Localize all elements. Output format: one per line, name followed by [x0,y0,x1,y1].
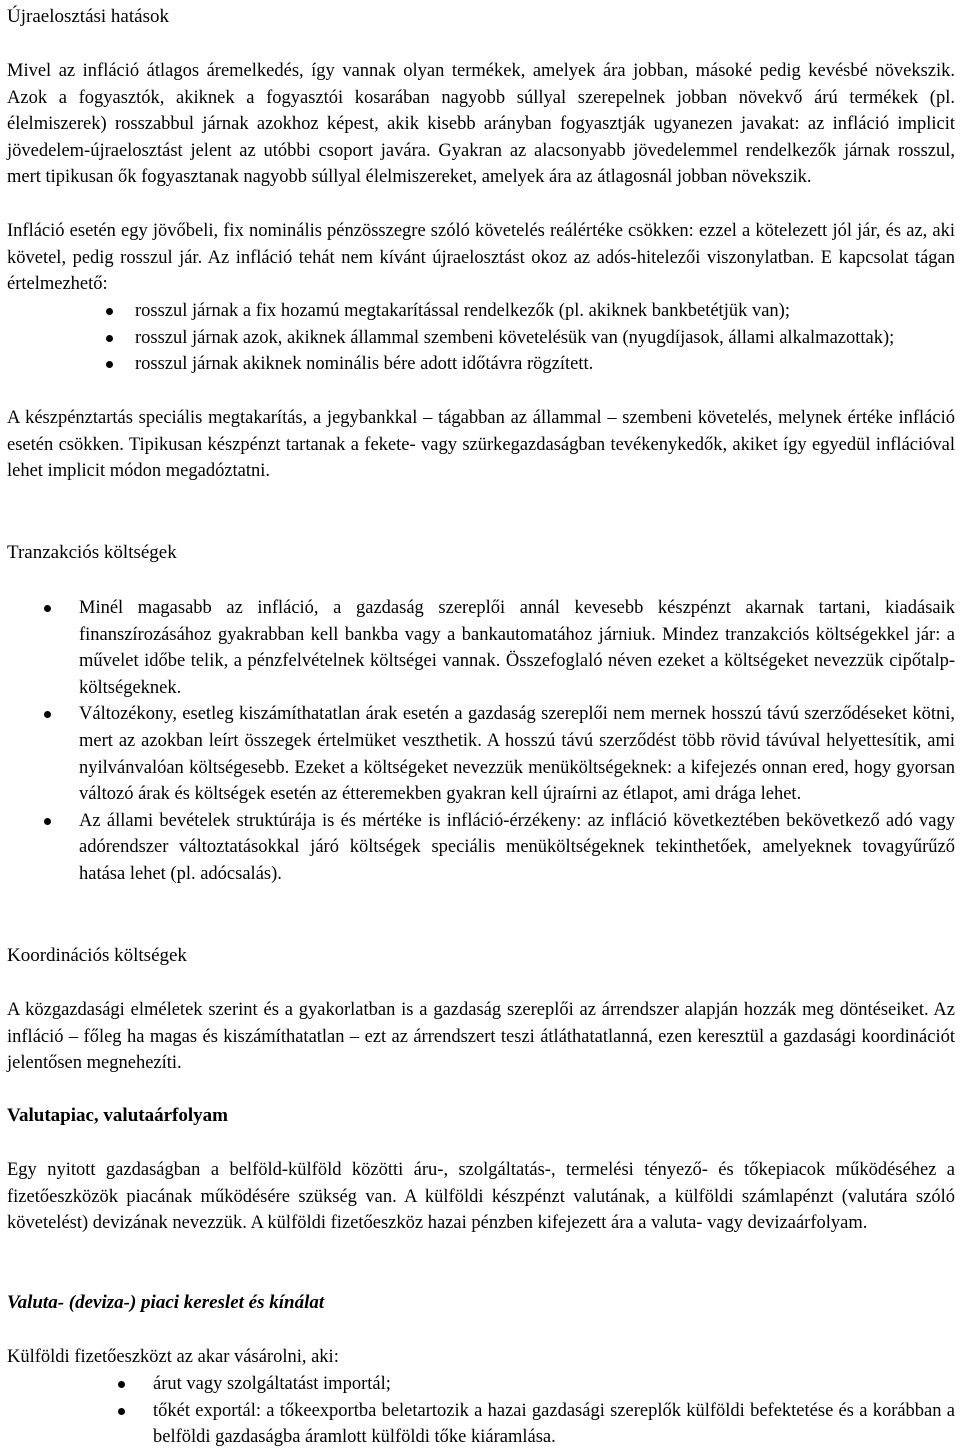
list-item-text: rosszul járnak a fix hozamú megtakarítással rendelkezők (pl. akiknek bankbetétjük van); [135,301,790,321]
section-title-valutapiac: Valutapiac, valutaárfolyam [7,1105,228,1126]
bullet-icon [118,1381,125,1388]
list-item [153,1371,955,1398]
paragraph-ujraelosztas-2: Infláció esetén egy jövőbeli, fix nominális pénzösszegre szóló követelés reálértéke csökken: ezzel a kötelezett jól jár, és az, aki követel, pedig rosszul jár. Az infláció tehát nem kívánt újraelosztást okoz az adós-hitelezői viszonylatban. E kapcsolat tágan értelmezhető: [7,221,955,295]
list-item-text: Az állami bevételek struktúrája is és mértéke is infláció-érzékeny: az infláció következtében bekövetkező adó vagy adórendszer változtatásokkal járó költségek speciális menüköltségeknek tekinthetőek, amelyeknek tovagyűrűző hatása lehet (pl. adócsalás). [79,810,955,884]
paragraph-koordinacios-1: A közgazdasági elméletek szerint és a gyakorlatban is a gazdaság szereplői az árrendszer alapján hozzák meg döntéseiket. Az infláció – főleg ha magas és kiszámíthatatlan – ezt az árrendszert teszi átláthatatlanná, ezen keresztül a gazdasági koordinációt jelentősen megnehezíti. [7,1000,955,1074]
list-item-text: árut vagy szolgáltatást importál; [153,1374,391,1394]
bullet-icon [106,335,113,342]
list-item [79,808,955,888]
paragraph-kereslet-kinalat-1: Külföldi fizetőeszközt az akar vásárolni, aki: [7,1347,339,1367]
list-item-text: rosszul járnak azok, akiknek állammal szembeni követelésük van (nyugdíjasok, állami alkalmazottak); [135,327,895,348]
section-title-ujraelosztasi: Újraelosztási hatások [7,6,169,27]
bullet-icon [44,711,51,718]
list-item [153,1398,955,1451]
paragraph-ujraelosztas-1: Mivel az infláció átlagos áremelkedés, így vannak olyan termékek, amelyek ára jobban, másoké pedig kevésbé növekszik. Azok a fogyasztók, akiknek a fogyasztói kosarában nagyobb súllyal szerepelnek jobban növekvő árú termékek (pl. élelmiszerek) rosszabbul járnak azokhoz képest, akik kisebb arányban fogyasztják ugyanezen javakat: az infláció implicit jövedelem-újraelosztást jelent az utóbbi csoport javára. Gyakran az alacsonyabb jövedelemmel rendelkezők járnak rosszul, mert tipikusan ők fogyasztanak nagyobb súllyal élelmiszereket, amelyek ára az átlagosnál jobban növekszik. [7,61,955,188]
tranzakcios-bullet-list [79,595,955,888]
list-item [79,595,955,701]
list-item [135,325,955,352]
section-title-kereslet-kinalat: Valuta- (deviza-) piaci kereslet és kínálat [7,1292,325,1313]
section-title-koordinacios: Koordinációs költségek [7,945,187,966]
bullet-icon [44,818,51,825]
bullet-icon [44,605,51,612]
list-item [135,351,955,378]
paragraph-ujraelosztas-3: A készpénztartás speciális megtakarítás, a jegybankkal – tágabban az állammal – szembeni követelés, melynek értéke infláció esetén csökken. Tipikusan készpénzt tartanak a fekete- vagy szürkegazdaságban tevékenykedők, akiket így egyedül inflációval lehet implicit módon megadóztatni. [7,408,955,482]
paragraph-valutapiac-1: Egy nyitott gazdaságban a belföld-külföld közötti áru-, szolgáltatás-, termelési tényező- és tőkepiacok működéséhez a fizetőeszközök piacának működésére szükség van. A külföldi készpénzt valutának, a külföldi számlapénzt (valutára szóló követelést) devizának nevezzük. A külföldi fizetőeszköz hazai pénzben kifejezett ára a valuta- vagy devizaárfolyam. [7,1160,955,1234]
section-title-tranzakcios: Tranzakciós költségek [7,542,177,563]
list-item-text: Változékony, esetleg kiszámíthatatlan árak esetén a gazdaság szereplői nem mernek hosszú távú szerződéseket kötni, mert az azokban leírt összegek értelmüket veszthetik. A hosszú távú szerződést több rövid távúval helyettesítik, ami nyilvánvalóan költségesebb. Ezeket a költségeket nevezzük menüköltségeknek: a kifejezés onnan ered, hogy gyorsan változó árak és költségek esetén az étteremekben gyakran kell újraírni az étlapot, ami drága lehet. [79,704,955,805]
list-item-text: rosszul járnak akiknek nominális bére adott időtávra rögzített. [135,354,594,375]
list-item [79,701,955,807]
list-item-text: tőkét exportál: a tőkeexportba beletartozik a hazai gazdasági szereplők külföldi befektetése és a korábban a belföldi gazdaságba áramlott külföldi tőke kiáramlása. [153,1400,955,1448]
list-item-text: Minél magasabb az infláció, a gazdaság szereplői annál kevesebb készpénzt akarnak tartani, kiadásaik finanszírozásához gyakrabban kell bankba vagy a bankautomatához járniuk. Mindez tranzakciós költségekkel jár: a művelet időbe telik, a pénzfelvételnek költségei vannak. Összefoglaló néven ezeket a költségeket nevezzük cipőtalp-költségeknek. [79,598,955,698]
list-item [135,298,955,325]
ujraelosztas-bullet-list [135,298,955,378]
kereslet-bullet-list [153,1371,955,1451]
bullet-icon [106,361,113,368]
bullet-icon [118,1408,125,1415]
bullet-icon [106,308,113,315]
